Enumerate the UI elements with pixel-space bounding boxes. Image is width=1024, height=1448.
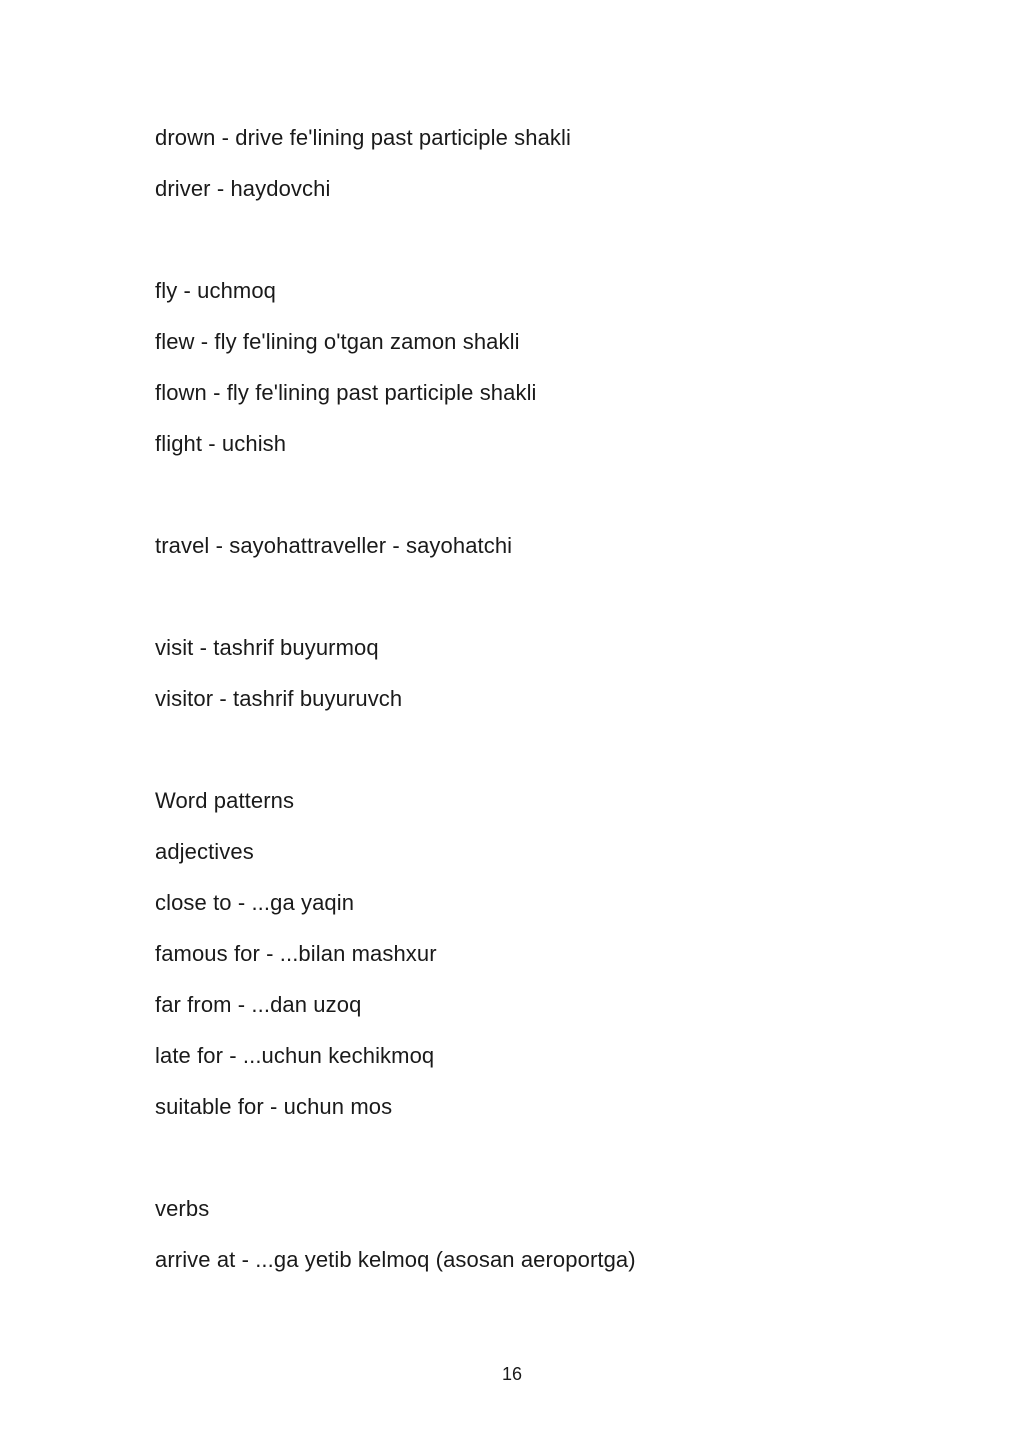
vocab-line-fly: fly - uchmoq [155, 278, 277, 303]
page-number: 16 [501, 1364, 523, 1384]
pattern-line-late-for: late for - ...uchun kechikmoq [155, 1043, 435, 1068]
subheading-adjectives: adjectives [155, 839, 254, 864]
pattern-line-arrive-at: arrive at - ...ga yetib kelmoq (asosan aeroportga) [155, 1247, 636, 1272]
vocab-line-travel: travel - sayohattraveller - sayohatchi [155, 533, 513, 558]
vocab-line-flight: flight - uchish [155, 431, 287, 456]
vocab-line-flew: flew - fly fe'lining o'tgan zamon shakli [155, 329, 520, 354]
pattern-line-famous-for: famous for - ...bilan mashxur [155, 941, 437, 966]
pattern-line-far-from: far from - ...dan uzoq [155, 992, 362, 1017]
vocab-line-drown: drown - drive fe'lining past participle shakli [155, 125, 571, 150]
vocab-line-visit: visit - tashrif buyurmoq [155, 635, 379, 660]
pattern-line-suitable-for: suitable for - uchun mos [155, 1094, 393, 1119]
vocab-line-driver: driver - haydovchi [155, 176, 331, 201]
section-heading-word-patterns: Word patterns [155, 788, 295, 813]
pattern-line-close-to: close to - ...ga yaqin [155, 890, 355, 915]
vocab-line-visitor: visitor - tashrif buyuruvch [155, 686, 403, 711]
subheading-verbs: verbs [155, 1196, 210, 1221]
vocab-line-flown: flown - fly fe'lining past participle shakli [155, 380, 537, 405]
